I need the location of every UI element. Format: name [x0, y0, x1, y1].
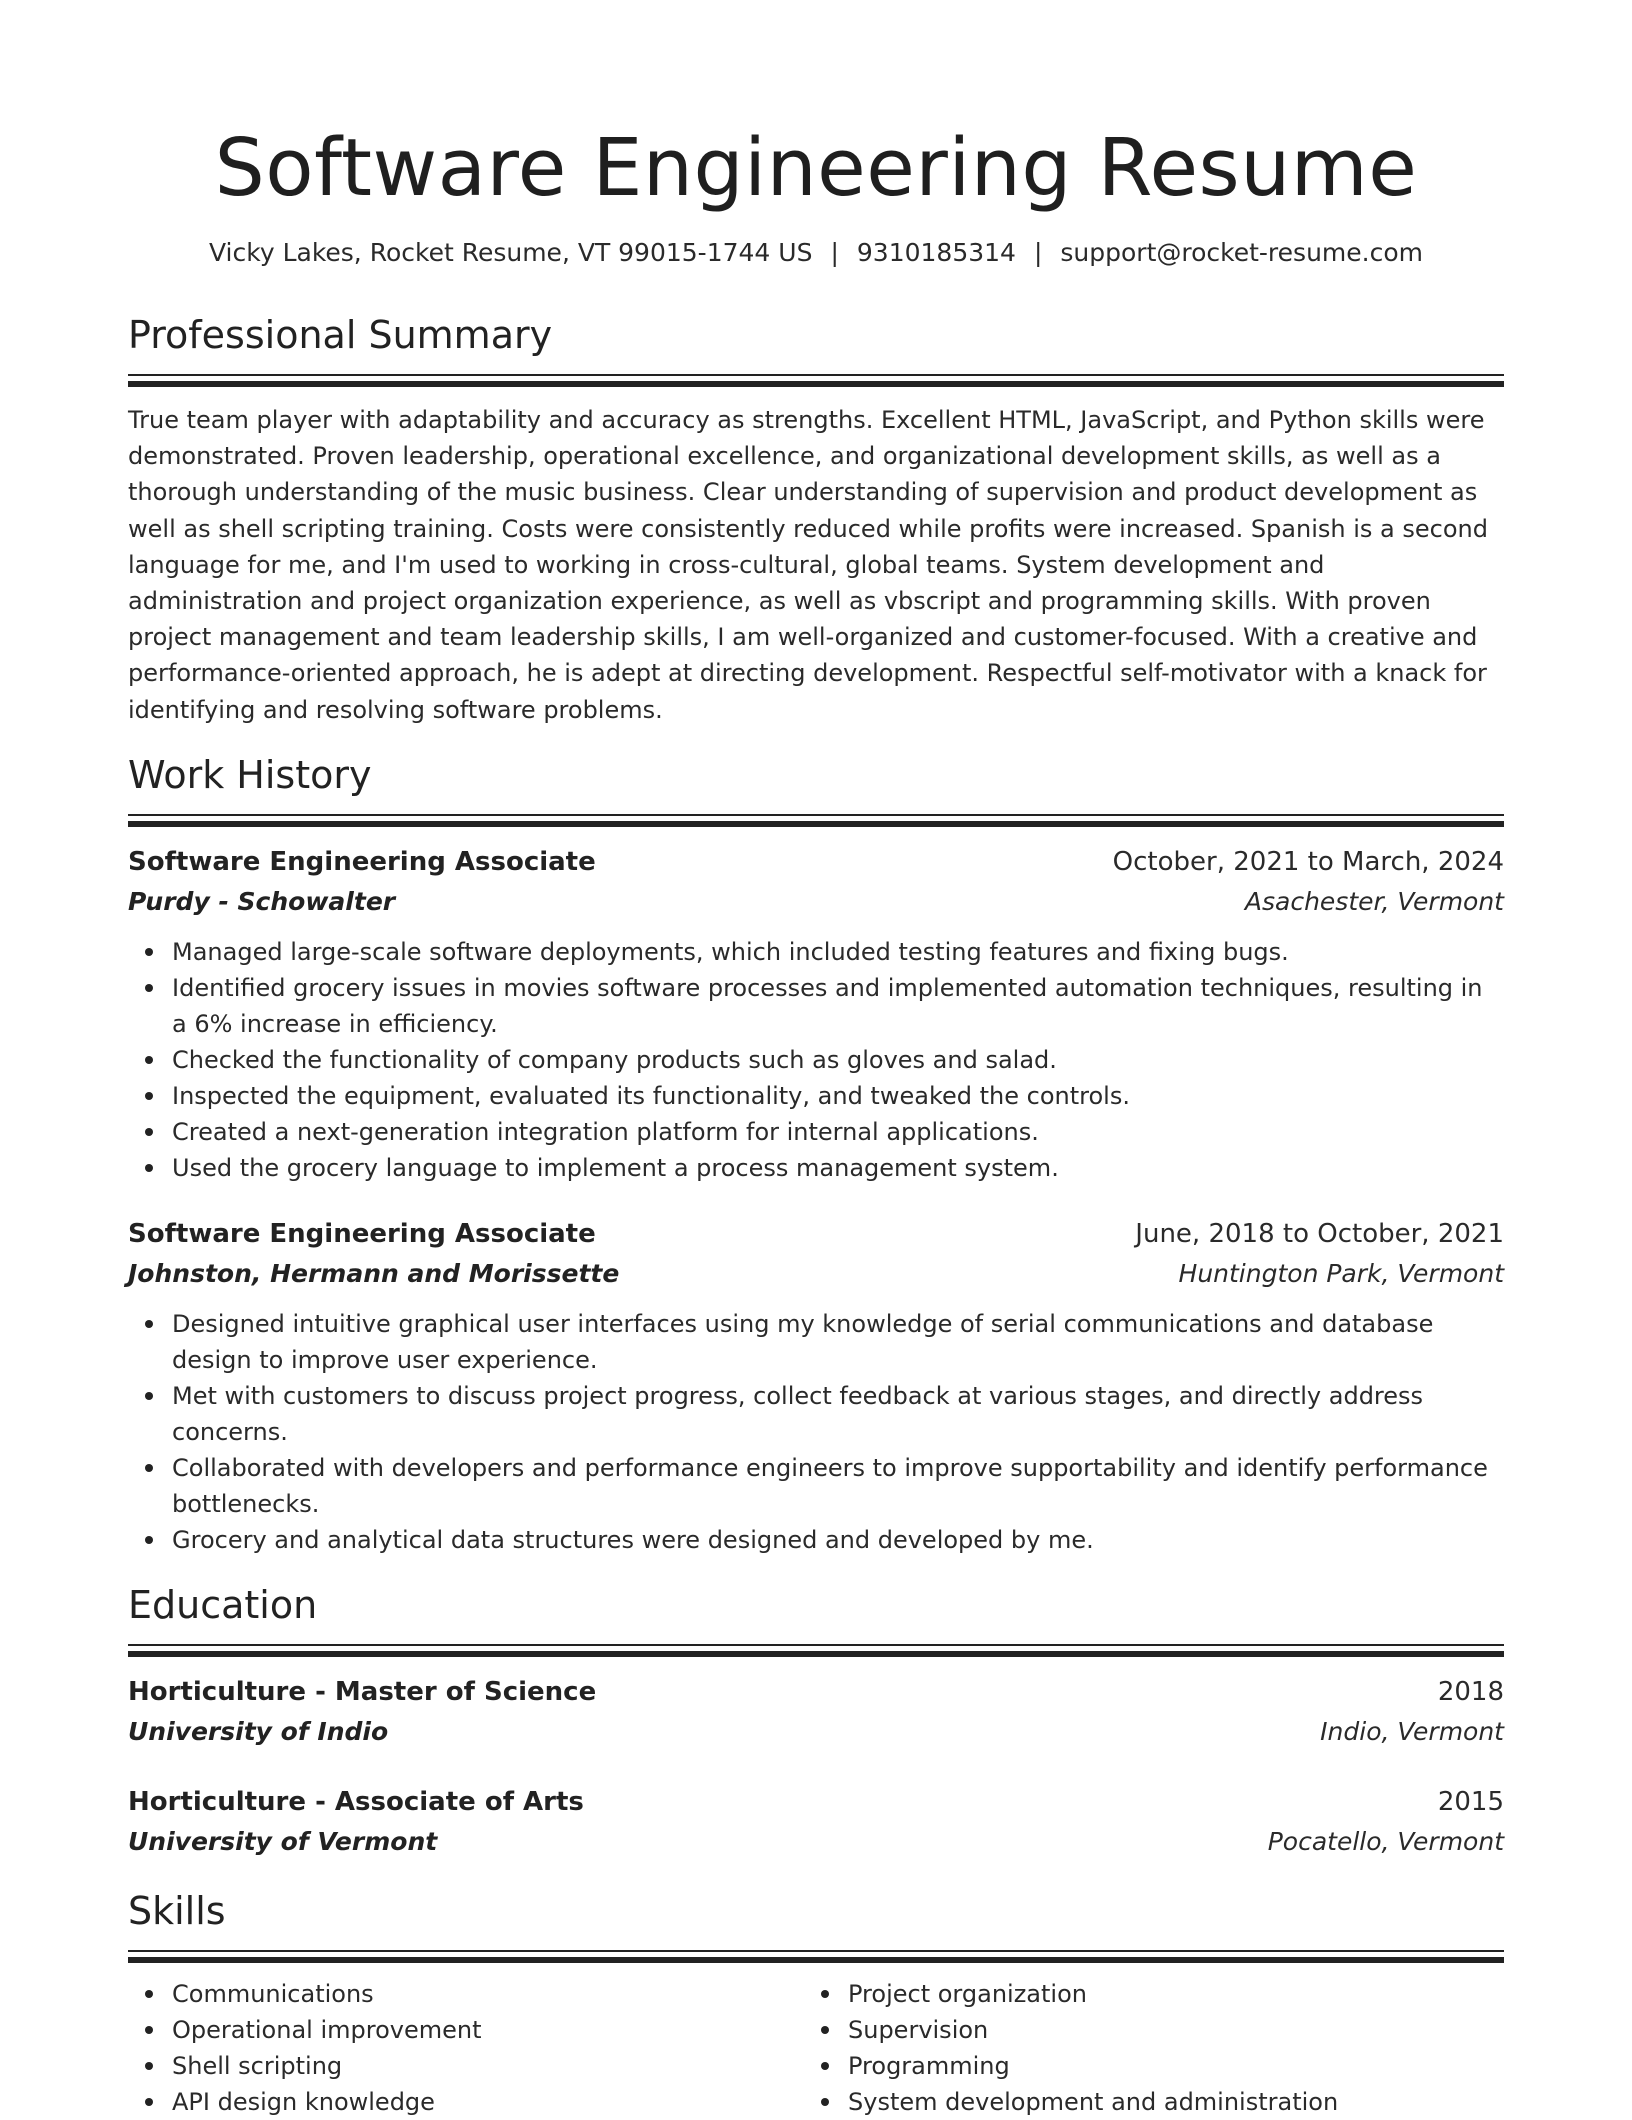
list-item [848, 2012, 1480, 2048]
list-item [848, 2048, 1480, 2084]
skill-text: Shell scripting [172, 2051, 343, 2080]
skill-text: Operational improvement [172, 2015, 482, 2044]
summary-section [128, 310, 1504, 728]
contact-phone: 9310185314 [856, 238, 1016, 267]
skills-section [128, 1886, 1504, 2120]
contact-separator: | [830, 238, 839, 267]
list-item [172, 1306, 1504, 1378]
job-bullets [128, 934, 1504, 1186]
list-item [172, 970, 1504, 1042]
list-item [172, 1522, 1504, 1558]
section-divider [128, 1644, 1504, 1656]
job-header-row [128, 842, 1504, 882]
education-degree: Horticulture - Associate of Arts [128, 1786, 584, 1817]
section-divider [128, 374, 1504, 386]
skills-column-right [804, 1976, 1480, 2120]
job-company: Johnston, Hermann and Morissette [128, 1258, 620, 1288]
job-org-row [128, 882, 1504, 922]
bullet-icon [145, 948, 153, 956]
section-divider [128, 1950, 1504, 1962]
education-school-row [128, 1822, 1504, 1862]
bullet-text: Grocery and analytical data structures were designed and developed by me. [172, 1525, 1094, 1554]
skill-text: System development and administration [848, 2087, 1339, 2116]
job-company: Purdy - Schowalter [128, 886, 396, 916]
summary-text: True team player with adaptability and accuracy as strengths. Excellent HTML, JavaScript, and Python skills were demonstrated. Proven leadership, operational excellence, and organizational development skills, as well as a thorough understanding of the music business. Clear understanding of supervision and product development as well as shell scripting training. Costs were consistently reduced while profits were increased. Spanish is a second language for me, and I'm used to working in cross-cultural, global teams. System development and administration and project organization experience, as well as vbscript and programming skills. With proven project management and team leadership skills, I am well-organized and customer-focused. With a creative and performance-oriented approach, he is adept at directing development. Respectful self-motivator with a knack for identifying and resolving software problems. [128, 406, 1488, 724]
bullet-icon [145, 1056, 153, 1064]
bullet-icon [145, 2098, 153, 2106]
job-bullets [128, 1306, 1504, 1558]
bullet-icon [821, 1990, 829, 1998]
job-entry [128, 1214, 1504, 1558]
section-heading-skills: Skills [128, 1888, 226, 1933]
bullet-text: Created a next-generation integration platform for internal applications. [172, 1117, 1039, 1146]
bullet-text: Designed intuitive graphical user interfaces using my knowledge of serial communications and database design to improve user experience. [172, 1309, 1434, 1374]
list-item [848, 1976, 1480, 2012]
contact-line [128, 236, 1504, 270]
education-header-row [128, 1782, 1504, 1822]
resume-page [128, 0, 1504, 2120]
skills-column-left [128, 1976, 804, 2120]
skill-text: Programming [848, 2051, 1010, 2080]
skill-text: Supervision [848, 2015, 989, 2044]
education-location: Pocatello, Vermont [1267, 1826, 1504, 1856]
education-year: 2018 [1437, 1676, 1504, 1707]
bullet-icon [145, 1392, 153, 1400]
bullet-icon [145, 1092, 153, 1100]
list-item [172, 2012, 804, 2048]
job-title: Software Engineering Associate [128, 1218, 596, 1249]
bullet-icon [145, 1464, 153, 1472]
bullet-text: Used the grocery language to implement a process management system. [172, 1153, 1059, 1182]
skills-list [128, 1976, 804, 2120]
bullet-icon [145, 984, 153, 992]
job-title: Software Engineering Associate [128, 846, 596, 877]
list-item [172, 1114, 1504, 1150]
job-dates: October, 2021 to March, 2024 [1112, 846, 1504, 877]
section-heading-education: Education [128, 1582, 318, 1627]
job-org-row [128, 1254, 1504, 1294]
skills-grid [128, 1976, 1504, 2120]
education-school: University of Vermont [128, 1826, 438, 1856]
bullet-icon [821, 2026, 829, 2034]
bullet-text: Identified grocery issues in movies software processes and implemented automation techniques, resulting in a 6% increase in efficiency. [172, 973, 1483, 1038]
contact-address: Vicky Lakes, Rocket Resume, VT 99015-1744 US [209, 238, 813, 267]
job-entry [128, 842, 1504, 1186]
bullet-icon [145, 1536, 153, 1544]
work-section [128, 750, 1504, 1558]
job-location: Asachester, Vermont [1244, 886, 1504, 916]
education-section [128, 1580, 1504, 1862]
list-item [172, 1078, 1504, 1114]
list-item [172, 2084, 804, 2120]
section-heading-summary: Professional Summary [128, 313, 553, 357]
list-item [172, 1150, 1504, 1186]
resume-title: Software Engineering Resume [214, 122, 1418, 214]
education-entry [128, 1672, 1504, 1752]
bullet-text: Inspected the equipment, evaluated its functionality, and tweaked the controls. [172, 1081, 1130, 1110]
bullet-text: Checked the functionality of company products such as gloves and salad. [172, 1045, 1057, 1074]
education-header-row [128, 1672, 1504, 1712]
bullet-icon [145, 2026, 153, 2034]
bullet-icon [145, 1990, 153, 1998]
bullet-icon [145, 2062, 153, 2070]
education-degree: Horticulture - Master of Science [128, 1676, 597, 1707]
list-item [172, 1976, 804, 2012]
list-item [172, 934, 1504, 970]
bullet-icon [145, 1320, 153, 1328]
skill-text: Project organization [848, 1979, 1087, 2008]
bullet-icon [821, 2098, 829, 2106]
section-heading-work: Work History [128, 752, 372, 797]
job-location: Huntington Park, Vermont [1178, 1258, 1504, 1288]
section-divider [128, 814, 1504, 826]
bullet-text: Met with customers to discuss project progress, collect feedback at various stages, and directly address concerns. [172, 1381, 1424, 1446]
education-location: Indio, Vermont [1320, 1716, 1504, 1746]
job-dates: June, 2018 to October, 2021 [1135, 1218, 1504, 1249]
education-school-row [128, 1712, 1504, 1752]
bullet-icon [821, 2062, 829, 2070]
list-item [172, 1450, 1504, 1522]
bullet-text: Collaborated with developers and performance engineers to improve supportability and identify performance bottlenecks. [172, 1453, 1488, 1518]
skill-text: API design knowledge [172, 2087, 435, 2116]
contact-email: support@rocket-resume.com [1060, 238, 1423, 267]
job-header-row [128, 1214, 1504, 1254]
education-year: 2015 [1437, 1786, 1504, 1817]
education-school: University of Indio [128, 1716, 389, 1746]
skills-list [804, 1976, 1480, 2120]
list-item [848, 2084, 1480, 2120]
contact-separator: | [1033, 238, 1043, 267]
list-item [172, 2048, 804, 2084]
bullet-icon [145, 1164, 153, 1172]
list-item [172, 1042, 1504, 1078]
bullet-text: Managed large-scale software deployments, which included testing features and fixing bugs. [172, 937, 1289, 966]
skill-text: Communications [172, 1979, 374, 2008]
education-entry [128, 1782, 1504, 1862]
bullet-icon [145, 1128, 153, 1136]
list-item [172, 1378, 1504, 1450]
